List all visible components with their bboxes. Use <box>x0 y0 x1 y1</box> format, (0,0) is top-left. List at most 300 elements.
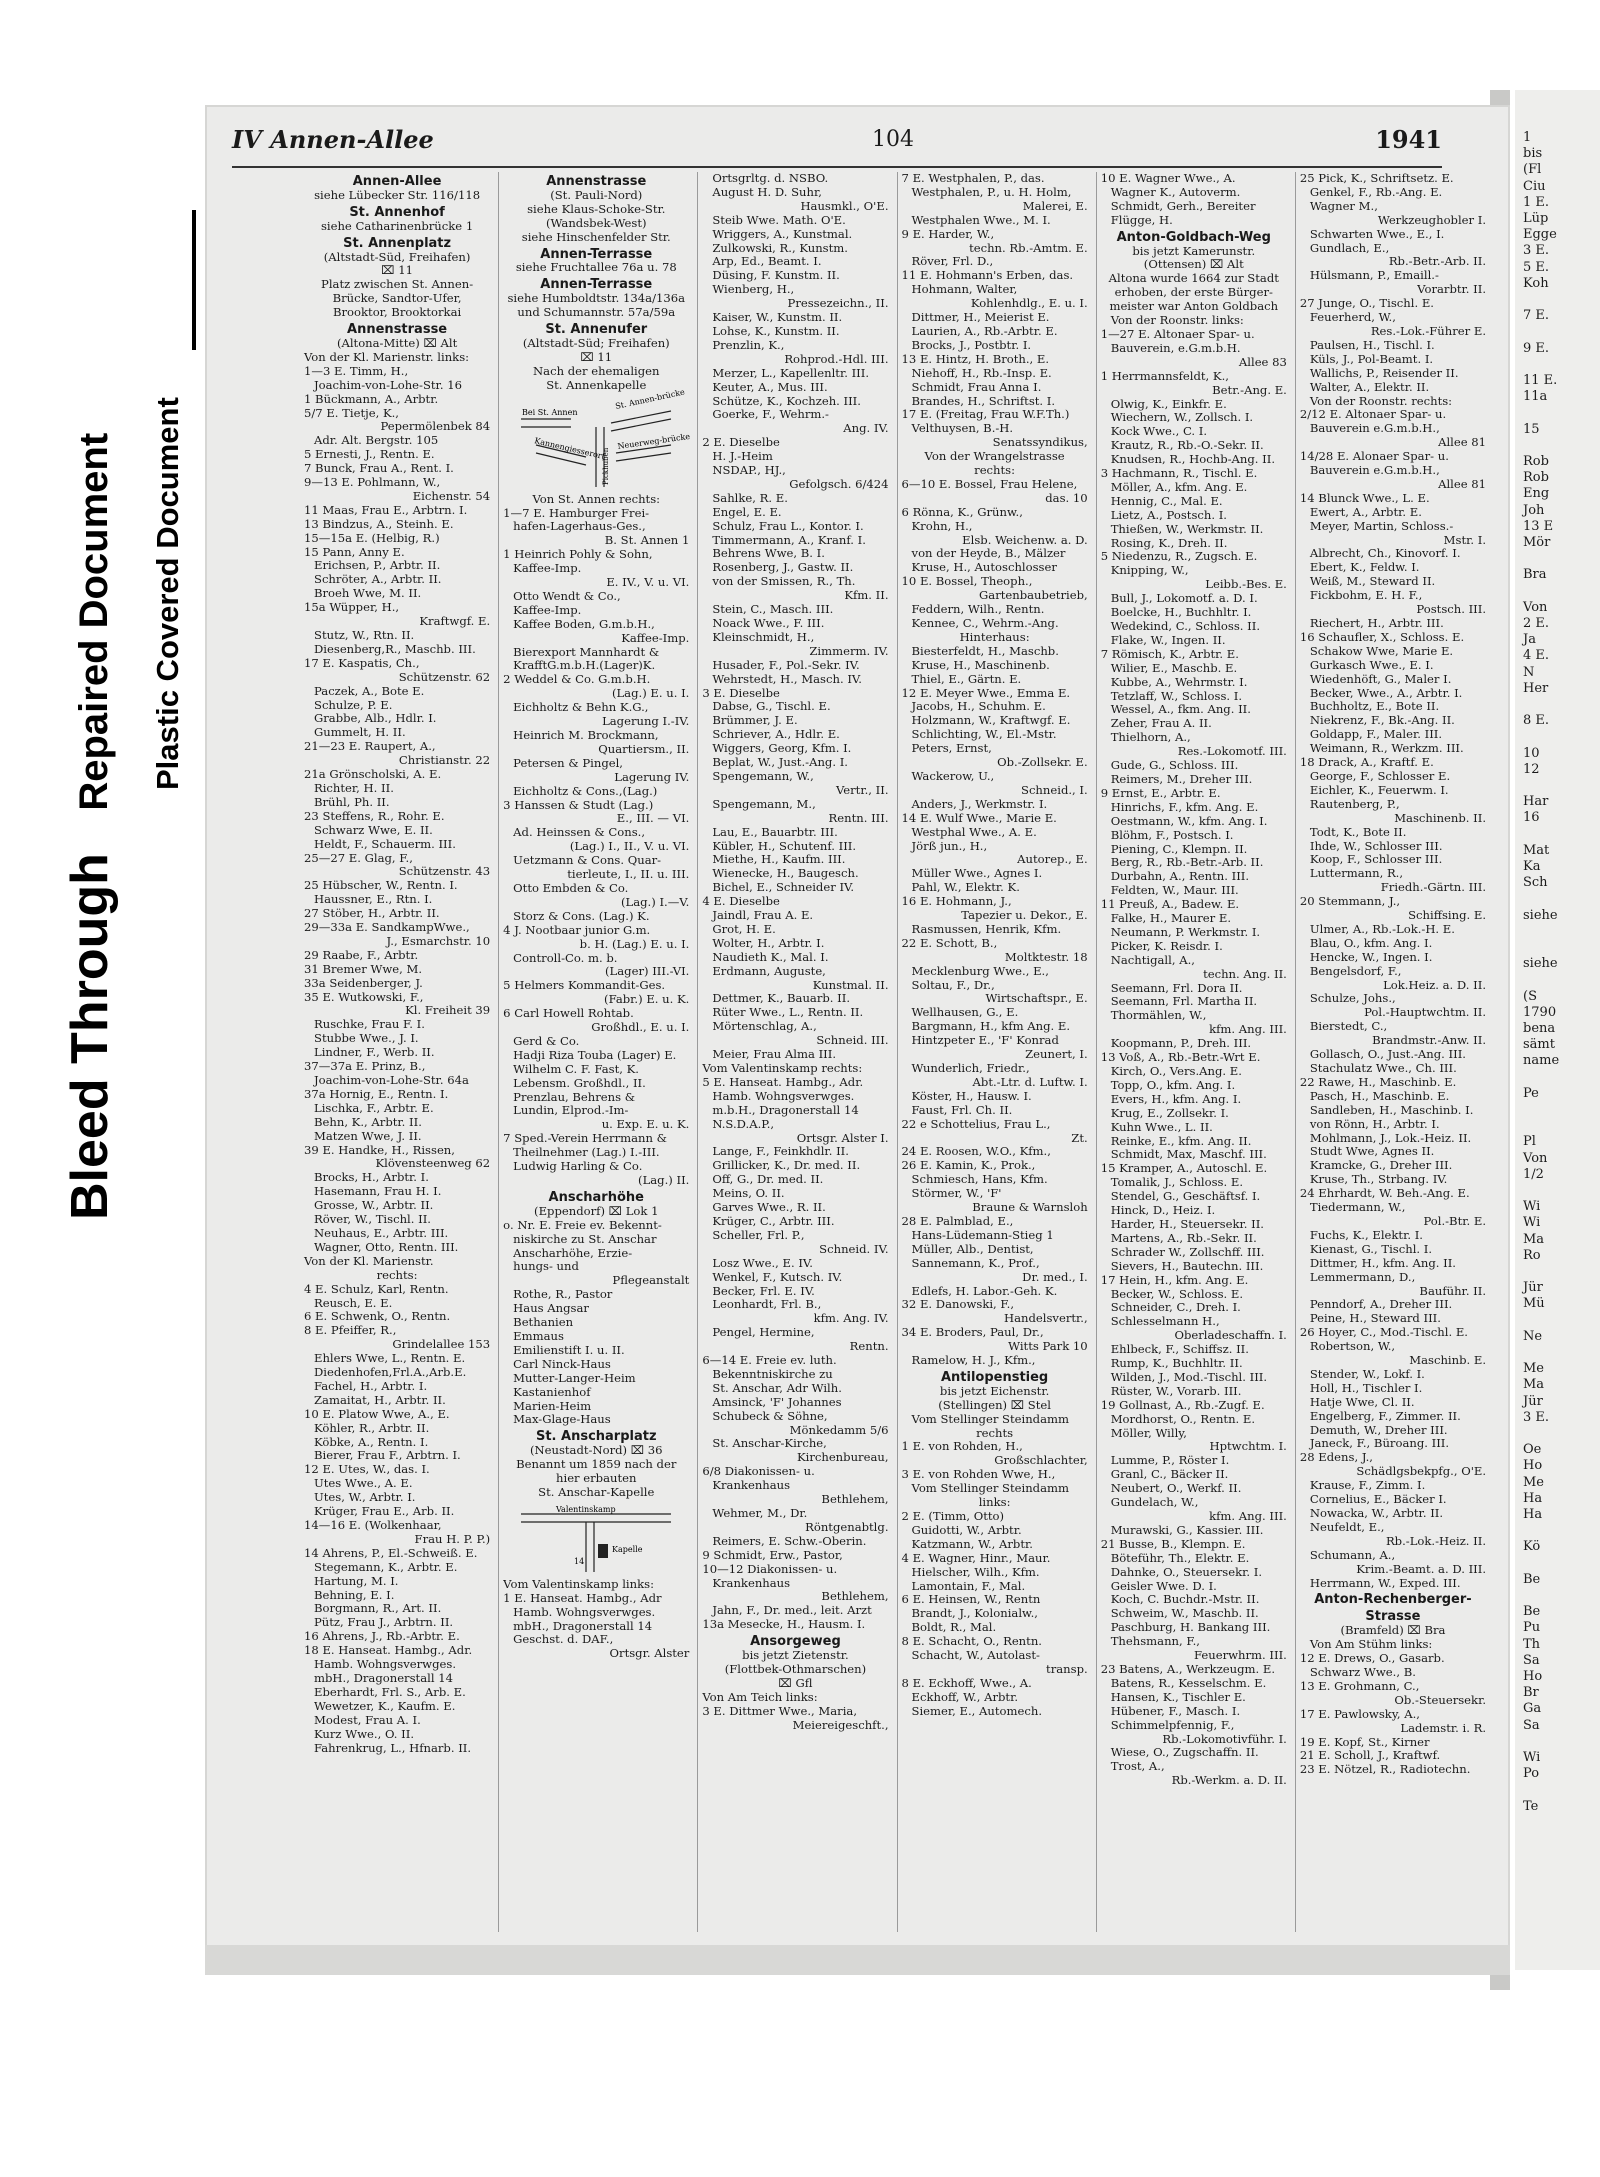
directory-entry: Batens, R., Kesselschm. E. <box>1110 1675 1267 1690</box>
directory-entry: Grindelallee 153 <box>392 1337 491 1352</box>
directory-entry: Geschst. d. DAF., <box>513 1632 614 1647</box>
directory-entry: Wilhelm C. F. Fast, K. <box>513 1061 639 1076</box>
directory-entry: und Schumannstr. 57a/59a <box>517 305 676 320</box>
directory-entry: 1 Bückmann, A., Arbtr. <box>304 391 439 406</box>
directory-entry: Kohlenhdlg., E. u. I. <box>970 296 1088 311</box>
directory-entry: Krause, F., Zimm. I. <box>1309 1478 1426 1493</box>
column-4 <box>897 172 1092 1932</box>
directory-entry: 5 Niedenzu, R., Zugsch. E. <box>1100 549 1258 564</box>
directory-entry: Neumann, P. Werkmstr. I. <box>1110 924 1261 939</box>
directory-entry: Eckhoff, W., Arbtr. <box>911 1689 1019 1704</box>
adjacent-page-fragment: Sa <box>1523 1652 1540 1668</box>
directory-entry: Kastanienhof <box>513 1384 591 1399</box>
directory-entry: 13 Voß, A., Rb.-Betr.-Wrt E. <box>1100 1050 1261 1065</box>
directory-entry: Hansen, K., Tischler E. <box>1110 1689 1246 1704</box>
directory-entry: Anscharhöhe, Erzie- <box>513 1245 633 1260</box>
directory-entry: Petersen & Pingel, <box>513 755 623 770</box>
directory-entry: Knudsen, R., Hochb-Ang. II. <box>1110 452 1276 467</box>
directory-entry: Hübener, F., Masch. I. <box>1110 1703 1241 1718</box>
directory-entry: siehe Lübecker Str. 116/118 <box>314 187 481 202</box>
directory-entry: ⌧ 11 <box>580 349 613 364</box>
directory-entry: Todt, K., Bote II. <box>1309 824 1407 839</box>
directory-entry: Störmer, W., 'F' <box>911 1186 1002 1201</box>
directory-entry: Klövensteenweg 62 <box>375 1156 491 1171</box>
adjacent-page-fragment: 7 E. <box>1523 308 1550 324</box>
directory-entry: 8 E. Schacht, O., Rentn. <box>901 1634 1042 1649</box>
directory-entry: Wolter, H., Arbtr. I. <box>712 935 825 950</box>
directory-entry: Steib Wwe. Math. O'E. <box>712 212 846 227</box>
directory-entry: Mohlmann, J., Lok.-Heiz. II. <box>1309 1130 1472 1145</box>
directory-entry: Bethlehem, <box>821 1589 889 1604</box>
directory-entry: Leonhardt, Frl. B., <box>712 1297 822 1312</box>
directory-entry: St. Anschar-Kirche, <box>712 1436 827 1451</box>
directory-entry: Buchholtz, E., Bote II. <box>1309 699 1440 714</box>
directory-entry: Feldten, W., Maur. III. <box>1110 883 1239 898</box>
directory-entry: Herrmann, W., Exped. III. <box>1309 1575 1461 1590</box>
directory-entry: Kl. Freiheit 39 <box>405 1003 491 1018</box>
directory-entry: Sandleben, H., Maschinb. I. <box>1309 1102 1474 1117</box>
column-5 <box>1096 172 1291 1932</box>
directory-entry: Jörß jun., H., <box>911 838 988 853</box>
directory-entry: Wellhausen, G., E. <box>911 1005 1019 1020</box>
directory-entry: 2/12 E. Altonaer Spar- u. <box>1299 407 1447 422</box>
directory-entry: Rosenberg, J., Gastw. II. <box>712 560 854 575</box>
directory-entry: Behrens Wwe, B. I. <box>712 546 825 561</box>
directory-entry: 5 E. Hanseat. Hambg., Adr. <box>702 1074 864 1089</box>
directory-year: 1941 <box>1375 125 1442 154</box>
directory-entry: von Rönn, H., Arbtr. I. <box>1309 1116 1440 1131</box>
directory-entry: Maschinenb. II. <box>1394 810 1487 825</box>
adjacent-page-fragment: Joh <box>1523 502 1545 518</box>
directory-entry: Peters, Ernst, <box>911 741 992 756</box>
directory-entry: 25 Hübscher, W., Rentn. I. <box>304 878 458 893</box>
directory-entry: Kaiser, W., Kunstm. II. <box>712 310 843 325</box>
directory-entry: Kleinschmidt, H., <box>712 629 815 644</box>
adjacent-page-fragment: Ha <box>1523 1507 1543 1522</box>
anscharplatz-map <box>516 1504 676 1574</box>
directory-entry: Röver, W., Tischl. II. <box>314 1212 431 1227</box>
directory-entry: Moltktestr. 18 <box>1004 949 1088 964</box>
directory-entry: Martens, A., Rb.-Sekr. II. <box>1110 1230 1257 1245</box>
adjacent-page-fragment: Eng <box>1523 486 1550 502</box>
directory-entry: 3 E. Dittmer Wwe., Maria, <box>702 1703 858 1718</box>
directory-entry: 3 Hanssen & Studt (Lag.) <box>503 797 654 812</box>
directory-entry: Bargmann, H., kfm Ang. E. <box>911 1019 1071 1034</box>
directory-entry: 12 E. Drews, O., Gasarb. <box>1299 1651 1445 1666</box>
directory-entry: (Eppendorf) ⌧ Lok 1 <box>534 1203 659 1218</box>
directory-entry: Hartung, M. I. <box>314 1573 399 1588</box>
adjacent-page-fragment: 4 E. <box>1523 648 1550 664</box>
directory-entry: Edlefs, H. Labor.-Geh. K. <box>911 1283 1058 1298</box>
street-heading: St. Anscharplatz <box>535 1429 657 1445</box>
adjacent-page-fragment: 15 <box>1523 421 1540 437</box>
directory-entry: Schwarz Wwe, E. II. <box>314 822 433 837</box>
directory-entry: Kaffee-Imp. <box>621 630 690 645</box>
margin-rule <box>192 210 196 350</box>
directory-entry: siehe Catharinenbrücke 1 <box>320 218 474 233</box>
directory-entry: Kübler, H., Schutenf. III. <box>712 838 857 853</box>
directory-entry: Kraftwgf. E. <box>419 614 491 629</box>
column-6 <box>1295 172 1490 1932</box>
directory-entry: Guidotti, W., Arbtr. <box>911 1522 1022 1537</box>
directory-entry: Seemann, Frl. Martha II. <box>1110 994 1258 1009</box>
directory-entry: Kruse, Th., Strbang. IV. <box>1309 1172 1448 1187</box>
directory-entry: Fickbohm, E. H. F., <box>1309 588 1423 603</box>
directory-entry: 16 E. Hohmann, J., <box>901 894 1012 909</box>
directory-entry: (Flottbek-Othmarschen) <box>724 1661 867 1676</box>
adjacent-page-fragment: Ka <box>1523 859 1541 874</box>
adjacent-page-fragment: Wi <box>1523 1750 1541 1765</box>
directory-entry: Engelberg, F., Zimmer. II. <box>1309 1408 1461 1423</box>
adjacent-page-fragment: name <box>1523 1053 1560 1069</box>
directory-entry: Erichsen, P., Arbtr. II. <box>314 558 441 573</box>
directory-entry: Lohse, K., Kunstm. II. <box>712 323 840 338</box>
directory-entry: 33a Seidenberger, J. <box>304 975 423 990</box>
directory-entry: hier erbauten <box>556 1471 637 1486</box>
street-heading: Anscharhöhe <box>548 1189 644 1205</box>
directory-entry: Studt Wwe, Agnes II. <box>1309 1144 1435 1159</box>
directory-entry: Otto Embden & Co. <box>513 880 629 895</box>
directory-entry: H. J.-Heim <box>712 449 773 464</box>
directory-entry: Niekrenz, F., Bk.-Ang. II. <box>1309 713 1455 728</box>
directory-entry: 5/7 E. Tietje, K., <box>304 405 399 420</box>
directory-entry: J., Esmarchstr. 10 <box>386 933 491 948</box>
directory-entry: 5 Helmers Kommandit-Ges. <box>503 978 666 993</box>
directory-entry: Piening, C., Klempn. II. <box>1110 841 1248 856</box>
directory-entry: Faust, Frl. Ch. II. <box>911 1102 1013 1117</box>
directory-entry: Rosing, K., Dreh. II. <box>1110 535 1228 550</box>
directory-entry: 14 Ahrens, P., El.-Schweiß. E. <box>304 1545 478 1560</box>
directory-entry: 23 Steffens, R., Rohr. E. <box>304 808 445 823</box>
directory-entry: Krim.-Beamt. a. D. III. <box>1356 1561 1487 1576</box>
directory-entry: Wiechern, W., Zollsch. I. <box>1110 410 1254 425</box>
directory-entry: Schulze, Johs., <box>1309 991 1396 1006</box>
directory-entry: Losz Wwe., E. IV. <box>712 1255 813 1270</box>
adjacent-page-fragment: Jür <box>1523 1393 1543 1409</box>
directory-entry: Gefolgsch. 6/424 <box>789 476 889 491</box>
adjacent-page-fragment: Pl <box>1523 1134 1536 1150</box>
directory-entry: Trost, A., <box>1110 1759 1165 1774</box>
directory-entry: Hamb. Wohngsverwges. <box>712 1088 855 1103</box>
directory-entry: Nachtigall, A., <box>1110 952 1195 967</box>
directory-entry: Bethlehem, <box>821 1492 889 1507</box>
directory-entry: kfm. Ang. III. <box>1209 1022 1287 1037</box>
directory-entry: Hasemann, Frau H. I. <box>314 1184 442 1199</box>
directory-entry: Schmidt, Frau Anna I. <box>911 379 1042 394</box>
directory-entry: Walter, A., Elektr. II. <box>1309 379 1430 394</box>
directory-entry: Res.-Lokomotf. III. <box>1177 744 1287 759</box>
directory-entry: Brooktor, Brooktorkai <box>332 305 462 320</box>
directory-entry: Fuchs, K., Elektr. I. <box>1309 1227 1423 1242</box>
directory-entry: Vertr., II. <box>835 782 889 797</box>
directory-entry: St. Annenkapelle <box>546 377 647 392</box>
directory-entry: Neufeldt, E., <box>1309 1519 1385 1534</box>
directory-entry: Krug, E., Zollsekr. I. <box>1110 1105 1229 1120</box>
directory-entry: Brandt, J., Kolonialw., <box>911 1606 1038 1621</box>
map-label: St. Annen-brücke <box>614 387 686 411</box>
directory-entry: Vom Stellinger Steindamm <box>911 1411 1070 1426</box>
directory-entry: 8 E. Eckhoff, Wwe., A. <box>901 1675 1032 1690</box>
directory-entry: Bekenntniskirche zu <box>712 1366 833 1381</box>
directory-entry: Postsch. III. <box>1416 602 1487 617</box>
directory-entry: Wehrstedt, H., Masch. IV. <box>712 671 862 686</box>
directory-entry: 29 Raabe, F., Arbtr. <box>304 947 419 962</box>
adjacent-page-fragment: Koh <box>1523 275 1549 291</box>
directory-entry: Heinrich M. Brockmann, <box>513 728 659 742</box>
directory-entry: Hielscher, Wilh., Kfm. <box>911 1564 1040 1579</box>
adjacent-page-fragment: Sch <box>1523 875 1548 891</box>
adjacent-page-fragment: Te <box>1523 1798 1539 1814</box>
map-street-line <box>521 1514 671 1522</box>
directory-entry: 19 Gollnast, A., Rb.-Zugf. E. <box>1100 1397 1265 1412</box>
adjacent-page-fragment: 11a <box>1523 389 1548 405</box>
directory-entry: Broeh Wwe, M. II. <box>314 586 422 601</box>
directory-entry: Meins, O. II. <box>712 1186 785 1201</box>
directory-entry: Maschinb. E. <box>1409 1353 1487 1368</box>
directory-entry: Von Am Teich links: <box>702 1689 818 1704</box>
adjacent-page-fragment: Ha <box>1523 1490 1543 1506</box>
directory-entry: 13 E. Hintz, H. Broth., E. <box>901 351 1050 366</box>
directory-entry: Großhdl., E. u. I. <box>591 1020 690 1035</box>
directory-entry: Hinrichs, F., kfm. Ang. E. <box>1110 799 1259 814</box>
directory-entry: Lindner, F., Werb. II. <box>314 1045 435 1060</box>
directory-entry: Lischka, F., Arbtr. E. <box>314 1100 434 1115</box>
directory-entry: Braune & Warnsloh <box>972 1200 1088 1215</box>
directory-entry: Goldapp, F., Maler. III. <box>1309 727 1443 742</box>
adjacent-page-sliver <box>1515 90 1600 1970</box>
directory-entry: Vom Valentinskamp rechts: <box>702 1061 863 1075</box>
directory-entry: Adr. Alt. Bergstr. 105 <box>314 433 439 448</box>
directory-entry: Brocks, H., Arbtr. I. <box>314 1170 429 1185</box>
directory-entry: 16 Schaufler, X., Schloss. E. <box>1299 629 1465 644</box>
directory-entry: Cornelius, E., Bäcker I. <box>1309 1492 1447 1507</box>
directory-entry: 22 e Schottelius, Frau L., <box>901 1116 1051 1131</box>
directory-entry: Von der Kl. Marienstr. <box>304 1253 434 1268</box>
directory-entry: Merzer, L., Kapellenltr. III. <box>712 365 870 380</box>
directory-entry: Abt.-Ltr. d. Luftw. I. <box>972 1074 1088 1089</box>
directory-entry: Vom Stellinger Steindamm <box>911 1481 1070 1496</box>
directory-entry: Erdmann, Auguste, <box>712 963 826 978</box>
directory-entry: Hadji Riza Touba (Lager) E. <box>513 1047 677 1062</box>
directory-entry: Brümmer, J. E. <box>712 713 798 728</box>
directory-entry: 15a Wüpper, H., <box>304 600 400 615</box>
directory-entry: Wienberg, H., <box>712 282 795 297</box>
directory-entry: Brücke, Sandtor-Ufer, <box>332 291 462 306</box>
directory-entry: 18 E. Hanseat. Hambg., Adr. <box>304 1643 473 1658</box>
directory-entry: Krautz, R., Rb.-O.-Sekr. II. <box>1110 438 1264 453</box>
directory-entry: Röntgenabtlg. <box>805 1519 889 1534</box>
directory-entry: Res.-Lok.-Führer E. <box>1370 323 1487 338</box>
directory-entry: Evers, H., kfm. Ang. I. <box>1110 1091 1242 1106</box>
directory-entry: Feuerherd, W., <box>1309 310 1396 325</box>
adjacent-page-fragment: 11 E. <box>1523 373 1558 388</box>
directory-entry: 9 E. Harder, W., <box>901 226 995 241</box>
directory-entry: 7 Sped.-Verein Herrmann & <box>503 1131 667 1146</box>
directory-entry: Durbahn, A., Rentn. III. <box>1110 869 1250 884</box>
adjacent-page-fragment: 3 E. <box>1523 243 1550 259</box>
directory-entry: kfm. Ang. IV. <box>813 1311 889 1326</box>
adjacent-page-fragment: N <box>1523 664 1535 680</box>
directory-entry: 22 E. Schott, B., <box>901 935 998 950</box>
directory-entry: 11 Preuß, A., Badew. E. <box>1100 897 1240 912</box>
directory-entry: Boelcke, H., Buchhltr. I. <box>1110 605 1252 620</box>
directory-entry: Dittmer, H., Meierist E. <box>911 310 1050 325</box>
directory-entry: Holzmann, W., Kraftwgf. E. <box>911 713 1071 728</box>
directory-entry: 39 E. Handke, H., Rissen, <box>304 1142 455 1157</box>
directory-entry: 34 E. Broders, Paul, Dr., <box>901 1325 1044 1340</box>
directory-entry: 3 E. Dieselbe <box>702 685 780 700</box>
directory-entry: Hausmkl., O'E. <box>800 198 889 213</box>
directory-entry: Schiffsing. E. <box>1408 908 1487 923</box>
directory-entry: Seemann, Frl. Dora II. <box>1110 980 1243 995</box>
directory-entry: Ortsgr. Alster <box>609 1646 690 1661</box>
directory-entry: Von der Kl. Marienstr. links: <box>304 349 470 364</box>
directory-entry: Storz & Cons. (Lag.) K. <box>513 908 650 923</box>
directory-entry: Rentn. III. <box>828 810 889 825</box>
directory-entry: Leibb.-Bes. E. <box>1205 577 1287 592</box>
directory-entry: Schneid. IV. <box>819 1241 889 1256</box>
directory-entry: Modest, Frau A. I. <box>314 1712 421 1727</box>
directory-entry: Hintzpeter E., 'F' Konrad <box>911 1033 1059 1048</box>
directory-entry: Bierer, Frau F., Arbtrn. I. <box>314 1448 461 1463</box>
directory-entry: Mönkedamm 5/6 <box>789 1422 889 1437</box>
directory-entry: Bengelsdorf, F., <box>1309 963 1402 978</box>
directory-entry: Prenzlin, K., <box>712 337 785 352</box>
directory-entry: Eichholtz & Cons.,(Lag.) <box>513 783 658 798</box>
directory-entry: u. Exp. E. u. K. <box>601 1117 690 1132</box>
directory-entry: Thielhorn, A., <box>1110 730 1191 745</box>
directory-entry: Krankenhaus <box>712 1575 791 1590</box>
adjacent-page-fragment: Ga <box>1523 1701 1542 1717</box>
directory-entry: Engel, E. E. <box>712 504 782 519</box>
directory-entry: Feddern, Wilh., Rentn. <box>911 602 1045 617</box>
directory-entry: Schakow Wwe, Marie E. <box>1309 643 1454 658</box>
street-heading: St. Annenhof <box>349 204 445 220</box>
directory-entry: Wienecke, H., Baugesch. <box>712 866 859 881</box>
directory-entry: Schützenstr. 62 <box>398 669 491 684</box>
directory-entry: Müller, Alb., Dentist, <box>911 1241 1034 1256</box>
map-label: Kapelle <box>612 1544 643 1554</box>
directory-entry: Röver, Frl. D., <box>911 254 994 269</box>
directory-entry: Soltau, F., Dr., <box>911 977 995 992</box>
directory-entry: E., III. — VI. <box>616 811 690 826</box>
directory-entry: Bull, J., Lokomotf. a. D. I. <box>1110 591 1258 606</box>
directory-entry: 8 E. Pfeiffer, R., <box>304 1323 397 1338</box>
directory-entry: Dettmer, K., Bauarb. II. <box>712 991 851 1006</box>
map-label: Kannengiesserort <box>533 435 606 461</box>
directory-entry: Bethanien <box>513 1315 574 1330</box>
directory-entry: Grabbe, Alb., Hdlr. I. <box>314 711 437 726</box>
directory-entry: 28 Edens, J., <box>1299 1450 1373 1465</box>
adjacent-page-fragment: 13 E <box>1523 518 1554 534</box>
annenufer-map <box>516 387 691 489</box>
directory-entry: Küls, J., Pol-Beamt. I. <box>1309 351 1434 366</box>
street-heading: Antilopenstieg <box>940 1369 1049 1385</box>
directory-entry: niskirche zu St. Anschar <box>513 1231 657 1246</box>
directory-entry: Hinterhaus: <box>959 629 1030 644</box>
directory-entry: Ramelow, H. J., Kfm., <box>911 1353 1036 1368</box>
directory-entry: 12 E. Meyer Wwe., Emma E. <box>901 685 1071 700</box>
directory-entry: siehe Humboldtstr. 134a/136a <box>507 291 686 306</box>
directory-entry: Reimers, E. Schw.-Oberin. <box>712 1533 867 1548</box>
directory-entry: Ruschke, Frau F. I. <box>314 1017 425 1032</box>
adjacent-page-fragment: 12 <box>1523 761 1540 777</box>
directory-entry: Krüger, C., Arbtr. III. <box>712 1213 835 1228</box>
directory-entry: Noack Wwe., F. III. <box>712 616 825 630</box>
directory-entry: Husader, F., Pol.-Sekr. IV. <box>712 657 860 672</box>
directory-entry: Ortsgrltg. d. NSBO. <box>712 171 829 185</box>
directory-entry: Reinke, E., kfm. Ang. II. <box>1110 1133 1252 1148</box>
directory-entry: St. Anschar-Kapelle <box>538 1484 655 1499</box>
directory-entry: 20 Stemmann, J., <box>1299 894 1401 909</box>
directory-entry: Krohn, H., <box>911 518 973 533</box>
adjacent-page-fragment: Me <box>1523 1361 1545 1377</box>
directory-entry: 35 E. Wutkowski, F., <box>304 989 424 1004</box>
directory-entry: (Lag.) E. u. I. <box>611 686 690 701</box>
directory-entry: Schulze, P. E. <box>314 697 393 712</box>
directory-entry: Pasch, H., Maschinb. E. <box>1309 1088 1450 1103</box>
directory-entry: Gundlach, E., <box>1309 240 1390 255</box>
directory-entry: Behning, E. I. <box>314 1587 395 1602</box>
directory-entry: Ludwig Harling & Co. <box>513 1159 643 1174</box>
directory-entry: Carl Ninck-Haus <box>513 1356 611 1371</box>
directory-entry: (Wandsbek-West) <box>545 215 647 230</box>
directory-entry: Garves Wwe., R. II. <box>712 1200 826 1215</box>
adjacent-page-fragment: Pu <box>1523 1620 1541 1636</box>
directory-entry: Beplat, W., Just.-Ang. I. <box>712 755 848 770</box>
directory-entry: Kfm. II. <box>844 588 889 603</box>
directory-entry: 23 E. Nötzel, R., Radiotechn. <box>1299 1762 1471 1777</box>
directory-entry: Benannt um 1859 nach der <box>516 1457 677 1472</box>
directory-entry: rechts: <box>974 463 1016 478</box>
adjacent-page-fragment: Me <box>1523 1474 1545 1490</box>
adjacent-page-fragment: Egge <box>1523 227 1557 243</box>
directory-entry: kfm. Ang. III. <box>1209 1509 1287 1523</box>
directory-entry: Schwarz Wwe., B. <box>1309 1664 1416 1679</box>
directory-entry: Utes Wwe., A. E. <box>314 1476 413 1491</box>
directory-entry: Elsb. Weichenw. a. D. <box>962 532 1088 547</box>
directory-entry: Zeher, Frau A. II. <box>1110 716 1212 731</box>
directory-entry: Anders, J., Werkmstr. I. <box>911 796 1048 811</box>
directory-entry: Ad. Heinssen & Cons., <box>513 825 646 840</box>
directory-entry: Düsing, F. Kunstm. II. <box>712 268 840 283</box>
directory-entry: 15—15a E. (Helbig, R.) <box>304 530 440 545</box>
directory-entry: Dittmer, H., kfm. Ang. II. <box>1309 1255 1456 1270</box>
directory-entry: Eichholtz & Behn K.G., <box>513 700 649 715</box>
directory-entry: Thießen, W., Werkmstr. II. <box>1110 521 1264 536</box>
adjacent-page-fragment: Bra <box>1523 567 1547 583</box>
directory-entry: Uetzmann & Cons. Quar- <box>513 853 662 868</box>
directory-entry: Rb.-Betr.-Arb. II. <box>1388 254 1487 269</box>
directory-entry: Pütz, Frau J., Arbtrn. II. <box>314 1615 454 1630</box>
adjacent-page-fragment: 3 E. <box>1523 1409 1550 1425</box>
directory-entry: Stegemann, K., Arbtr. E. <box>314 1559 458 1574</box>
directory-entry: 18 Drack, A., Kraftf. E. <box>1299 755 1434 770</box>
directory-entry: Pflegeanstalt <box>612 1273 690 1288</box>
directory-entry: Emilienstift I. u. II. <box>513 1342 625 1357</box>
directory-entry: Jacobs, H., Schuhm. E. <box>911 699 1046 714</box>
directory-entry: 6 Rönna, K., Grünw., <box>901 504 1023 519</box>
directory-entry: Pahl, W., Elektr. K. <box>911 880 1020 895</box>
directory-entry: Picker, K. Reisdr. I. <box>1110 938 1223 953</box>
adjacent-page-fragment: Har <box>1523 794 1549 810</box>
directory-entry: (Altstadt-Süd; Freihafen) <box>522 335 670 350</box>
directory-entry: Sievers, H., Bautechn. III. <box>1110 1258 1264 1273</box>
directory-entry: Becker, W., Schloss. E. <box>1110 1286 1244 1301</box>
directory-entry: Quartiersm., II. <box>598 741 690 756</box>
directory-entry: ⌧ Gfl <box>778 1675 813 1690</box>
directory-entry: Ang. IV. <box>843 421 889 436</box>
